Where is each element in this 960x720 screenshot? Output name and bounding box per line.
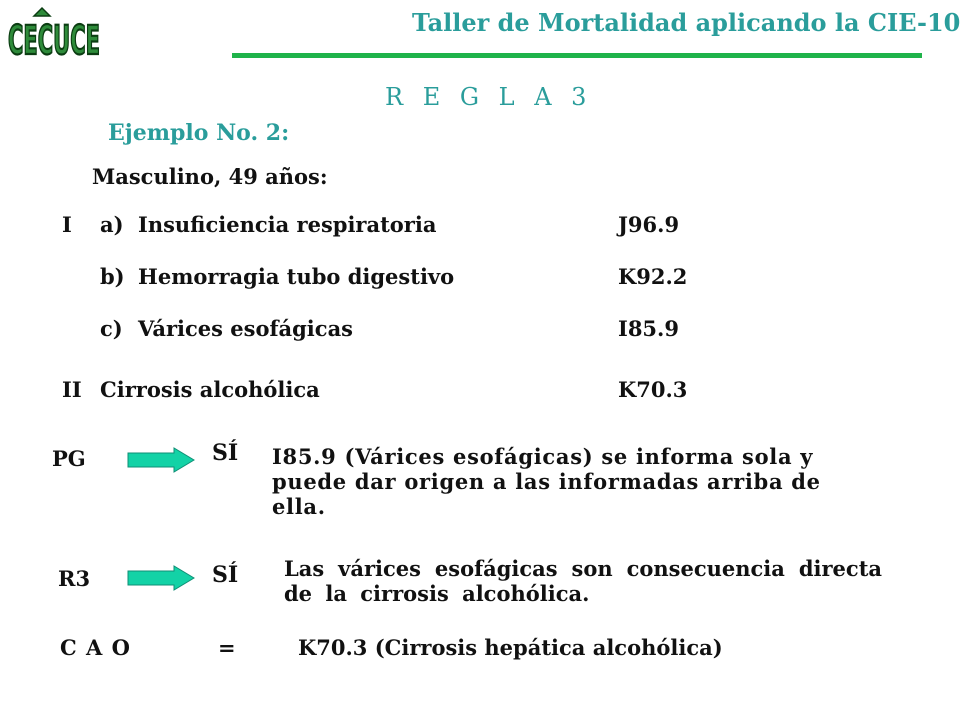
rule-title: R E G L A 3 (385, 83, 593, 111)
part2-code: K70.3 (618, 377, 688, 402)
r3-answer: SÍ (212, 562, 239, 588)
line-b-cause: Hemorragia tubo digestivo (138, 264, 455, 289)
pg-label: PG (52, 446, 86, 471)
patient-description: Masculino, 49 años: (92, 164, 328, 189)
cao-equals: = (218, 635, 236, 660)
part2-cause: Cirrosis alcohólica (100, 377, 320, 402)
header-title: Taller de Mortalidad aplicando la CIE-10 (412, 8, 960, 37)
line-c-letter: c) (100, 316, 123, 341)
header-divider (232, 53, 922, 58)
r3-arrow-icon (128, 566, 194, 590)
logo-wordmark: CECUCE (8, 18, 100, 64)
cecuce-logo (4, 2, 104, 68)
line-a-letter: a) (100, 212, 124, 237)
r3-label: R3 (58, 566, 91, 591)
line-c-cause: Várices esofágicas (138, 316, 354, 341)
part1-roman: I (62, 212, 72, 237)
line-c-code: I85.9 (618, 316, 679, 341)
pg-explanation: I85.9 (Várices esofágicas) se informa sola y puede dar origen a las informadas arriba de ella. (272, 444, 821, 519)
line-a-code: J96.9 (618, 212, 680, 237)
cao-label: C A O (60, 635, 130, 660)
pg-arrow-icon (128, 448, 194, 472)
example-title: Ejemplo No. 2: (108, 120, 290, 146)
cao-value: K70.3 (Cirrosis hepática alcohólica) (298, 635, 723, 660)
line-a-cause: Insuficiencia respiratoria (138, 212, 437, 237)
line-b-code: K92.2 (618, 264, 688, 289)
part2-roman: II (62, 377, 82, 402)
pg-answer: SÍ (212, 440, 239, 466)
line-b-letter: b) (100, 264, 125, 289)
r3-explanation: Las várices esofágicas son consecuencia directa de la cirrosis alcohólica. (284, 556, 882, 606)
